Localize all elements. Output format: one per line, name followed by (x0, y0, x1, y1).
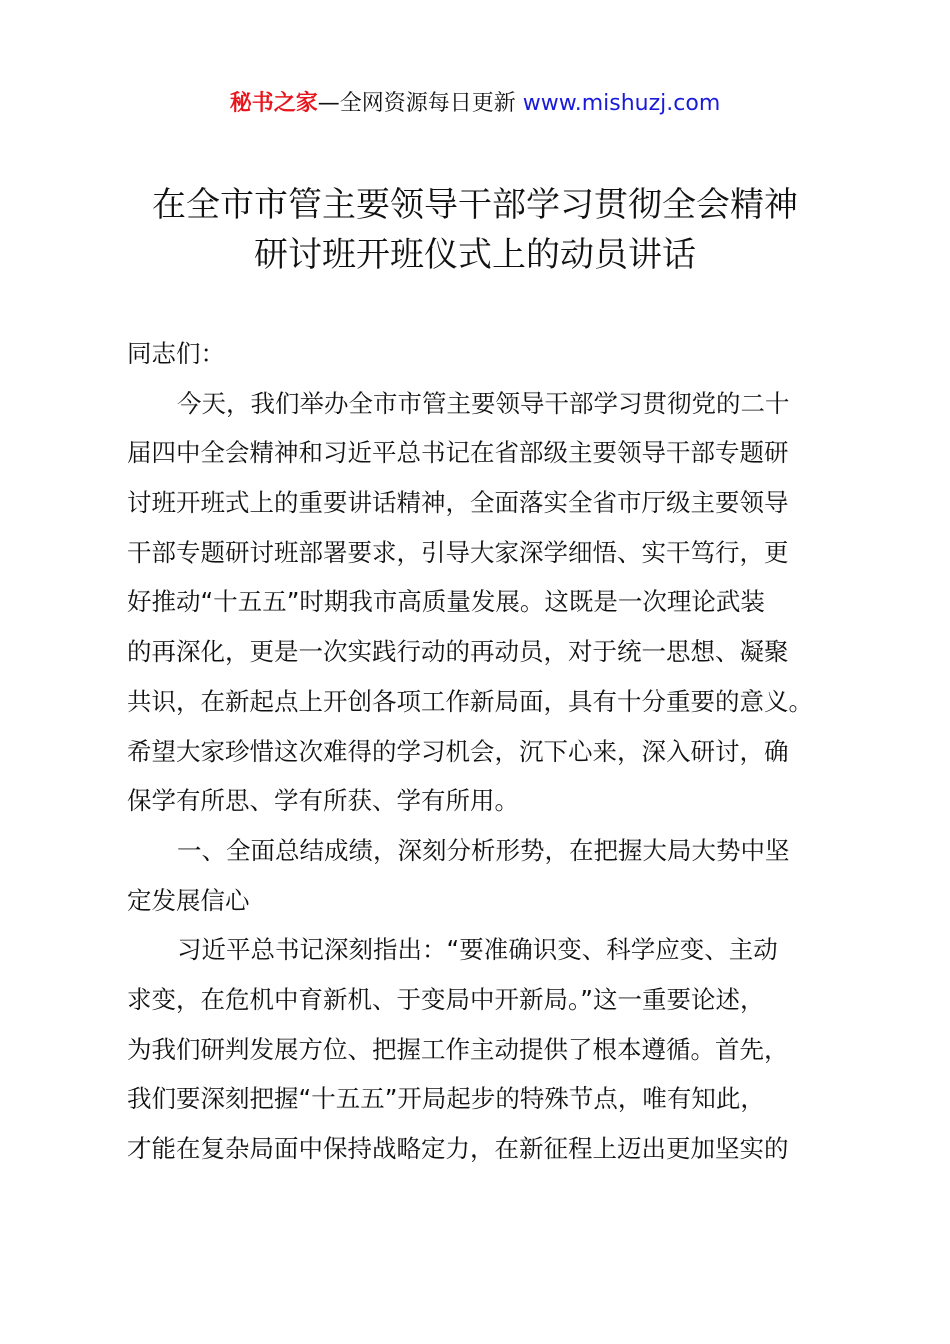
salutation: 同志们： (127, 339, 225, 368)
heading-line: 一、全面总结成绩，深刻分析形势，在把握大局大势中坚 (177, 835, 790, 865)
text-line: 共识，在新起点上开创各项工作新局面，具有十分重要的意义。 (127, 686, 813, 716)
text-line: 希望大家珍惜这次难得的学习机会，沉下心来，深入研讨，确 (127, 736, 789, 766)
title-line: 研讨班开班仪式上的动员讲话 (254, 235, 696, 275)
text-line: 届四中全会精神和习近平总书记在省部级主要领导干部专题研 (127, 438, 789, 468)
heading-line: 定发展信心 (127, 885, 250, 915)
text-line: 才能在复杂局面中保持战略定力，在新征程上迈出更加坚实的 (127, 1134, 789, 1163)
title-line: 在全市市管主要领导干部学习贯彻全会精神 (152, 185, 798, 225)
text-line: 的再深化，更是一次实践行动的再动员，对于统一思想、凝聚 (127, 637, 789, 667)
text-line: 求变，在危机中育新机、于变局中开新局。”这一重要论述， (127, 984, 765, 1014)
text-line: 我们要深刻把握“十五五”开局起步的特殊节点，唯有知此， (127, 1084, 765, 1114)
site-banner (0, 88, 950, 120)
text-line: 今天，我们举办全市市管主要领导干部学习贯彻党的二十 (177, 388, 790, 418)
document-body (127, 329, 847, 1174)
brand-name: 秘书之家 (229, 91, 318, 116)
document-title (0, 180, 950, 280)
text-line: 干部专题研讨班部署要求，引导大家深学细悟、实干笃行，更 (127, 537, 789, 567)
text-line: 为我们研判发展方位、把握工作主动提供了根本遵循。首先， (127, 1034, 789, 1064)
text-line: 讨班开班式上的重要讲话精神，全面落实全省市厅级主要领导 (127, 488, 789, 518)
section-heading (127, 826, 847, 925)
paragraph-intro (127, 379, 847, 826)
paragraph-section-1 (127, 925, 847, 1173)
text-line: 习近平总书记深刻指出：“要准确识变、科学应变、主动 (177, 935, 778, 965)
text-line: 保学有所思、学有所获、学有所用。 (127, 786, 519, 816)
banner-tagline: —全网资源每日更新 (317, 91, 516, 116)
site-url-link[interactable]: www.mishuzj.com (522, 91, 721, 116)
text-line: 好推动“十五五”时期我市高质量发展。这既是一次理论武装 (127, 587, 765, 617)
